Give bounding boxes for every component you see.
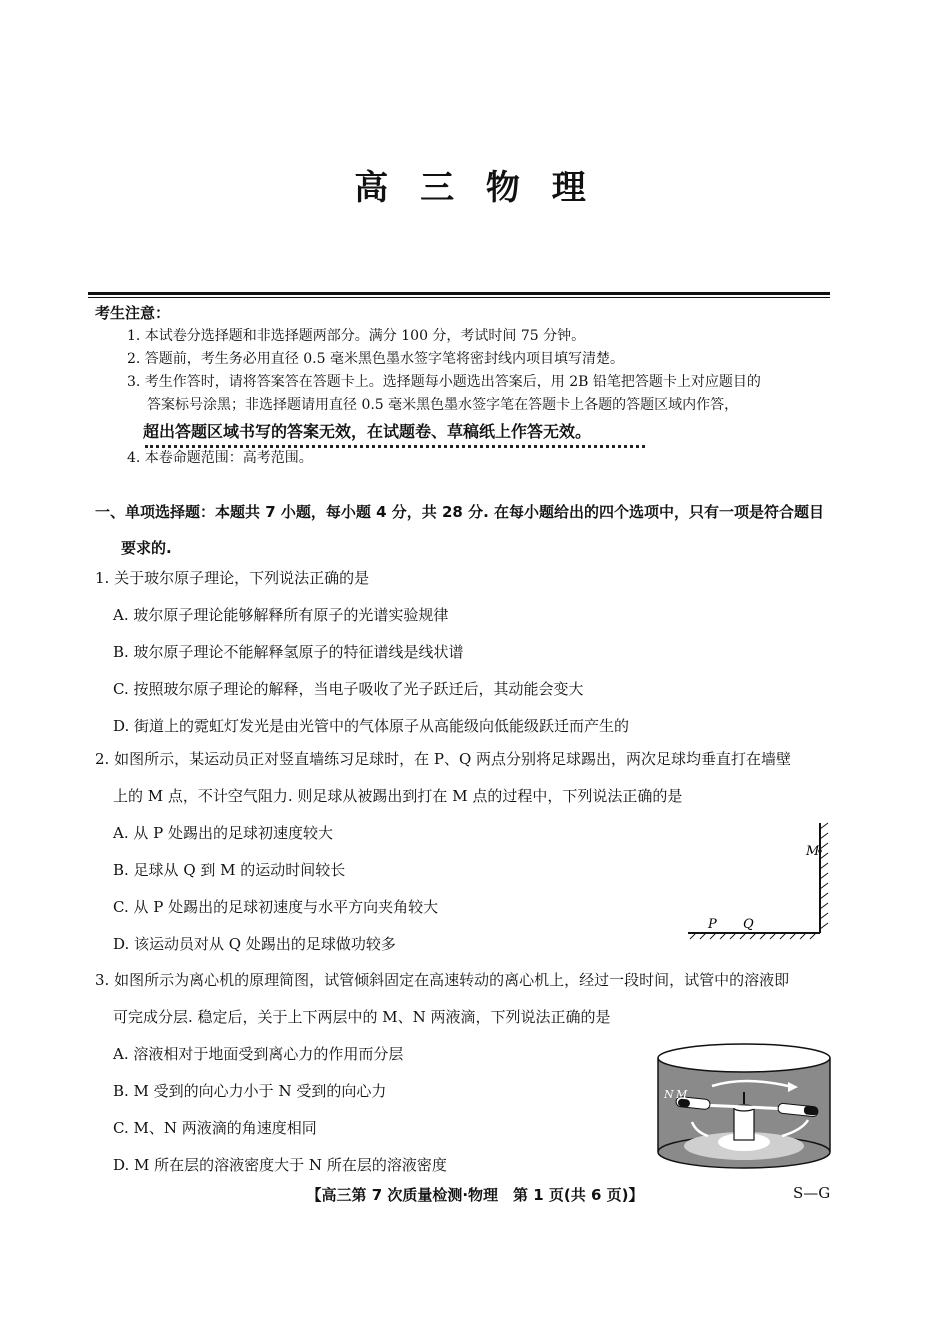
- question-3-option-a: A. 溶液相对于地面受到离心力的作用而分层: [113, 1045, 404, 1063]
- notice-item-3-bold: 超出答题区域书写的答案无效，在试题卷、草稿纸上作答无效。: [143, 422, 592, 441]
- label-q: Q: [743, 917, 754, 932]
- label-m-tube: M: [676, 1088, 688, 1101]
- question-1-option-c: C. 按照玻尔原子理论的解释，当电子吸收了光子跃迁后，其动能会变大: [113, 680, 584, 698]
- question-3-stem-line1: 3. 如图所示为离心机的原理简图，试管倾斜固定在高速转动的离心机上，经过一段时间，试管中的溶液即: [95, 971, 790, 989]
- notice-item-2: 2. 答题前，考生务必用直径 0.5 毫米黑色墨水签字笔将密封线内项目填写清楚。: [127, 351, 624, 367]
- label-p: P: [708, 917, 717, 932]
- question-2-option-d: D. 该运动员对从 Q 处踢出的足球做功较多: [113, 935, 396, 953]
- question-1-option-a: A. 玻尔原子理论能够解释所有原子的光谱实验规律: [113, 606, 449, 624]
- notice-item-3-cont: 答案标号涂黑；非选择题请用直径 0.5 毫米黑色墨水签字笔在答题卡上各题的答题区域内作答，: [147, 397, 739, 413]
- label-m: M: [806, 844, 820, 859]
- divider-thick: [88, 292, 830, 295]
- question-2-stem-line1: 2. 如图所示，某运动员正对竖直墙练习足球时，在 P、Q 两点分别将足球踢出，两次足球均垂直打在墙壁: [95, 750, 792, 768]
- question-3-option-d: D. M 所在层的溶液密度大于 N 所在层的溶液密度: [113, 1156, 447, 1174]
- notice-item-3: 3. 考生作答时，请将答案答在答题卡上。选择题每小题选出答案后，用 2B 铅笔把答题卡上对应题目的: [127, 374, 761, 390]
- paper-code: S—G: [793, 1184, 831, 1202]
- centrifuge-figure: [652, 1042, 836, 1172]
- question-2-option-c: C. 从 P 处踢出的足球初速度与水平方向夹角较大: [113, 898, 439, 916]
- emphasis-dots: [145, 445, 645, 448]
- section-heading-line2: 要求的.: [121, 539, 172, 557]
- question-1-option-d: D. 街道上的霓虹灯发光是由光管中的气体原子从高能级向低能级跃迁而产生的: [113, 717, 630, 735]
- question-3-option-c: C. M、N 两液滴的角速度相同: [113, 1119, 317, 1137]
- wall-figure: [680, 815, 840, 945]
- notice-item-1: 1. 本试卷分选择题和非选择题两部分。满分 100 分，考试时间 75 分钟。: [127, 328, 586, 344]
- question-2-option-b: B. 足球从 Q 到 M 的运动时间较长: [113, 861, 346, 879]
- section-heading: [95, 494, 835, 566]
- question-2-option-a: A. 从 P 处踢出的足球初速度较大: [113, 824, 333, 842]
- question-1: [95, 560, 835, 745]
- notice-heading: 考生注意：: [95, 304, 171, 322]
- question-2-stem-line2: 上的 M 点，不计空气阻力. 则足球从被踢出到打在 M 点的过程中，下列说法正确的是: [113, 787, 683, 805]
- page-title: 高 三 物 理: [354, 168, 596, 208]
- question-1-option-b: B. 玻尔原子理论不能解释氢原子的特征谱线是线状谱: [113, 643, 464, 661]
- notice-item-4: 4. 本卷命题范围：高考范围。: [127, 450, 313, 466]
- label-n: N: [664, 1088, 674, 1101]
- divider-thin: [88, 297, 830, 298]
- section-heading-line1: 一、单项选择题：本题共 7 小题，每小题 4 分，共 28 分. 在每小题给出的四个选项中，只有一项是符合题目: [95, 503, 825, 521]
- page-footer: 【高三第 7 次质量检测·物理 第 1 页(共 6 页)】: [306, 1186, 644, 1204]
- question-1-stem: 1. 关于玻尔原子理论，下列说法正确的是: [95, 569, 370, 587]
- question-3-stem-line2: 可完成分层. 稳定后，关于上下两层中的 M、N 两液滴，下列说法正确的是: [113, 1008, 611, 1026]
- question-3-option-b: B. M 受到的向心力小于 N 受到的向心力: [113, 1082, 387, 1100]
